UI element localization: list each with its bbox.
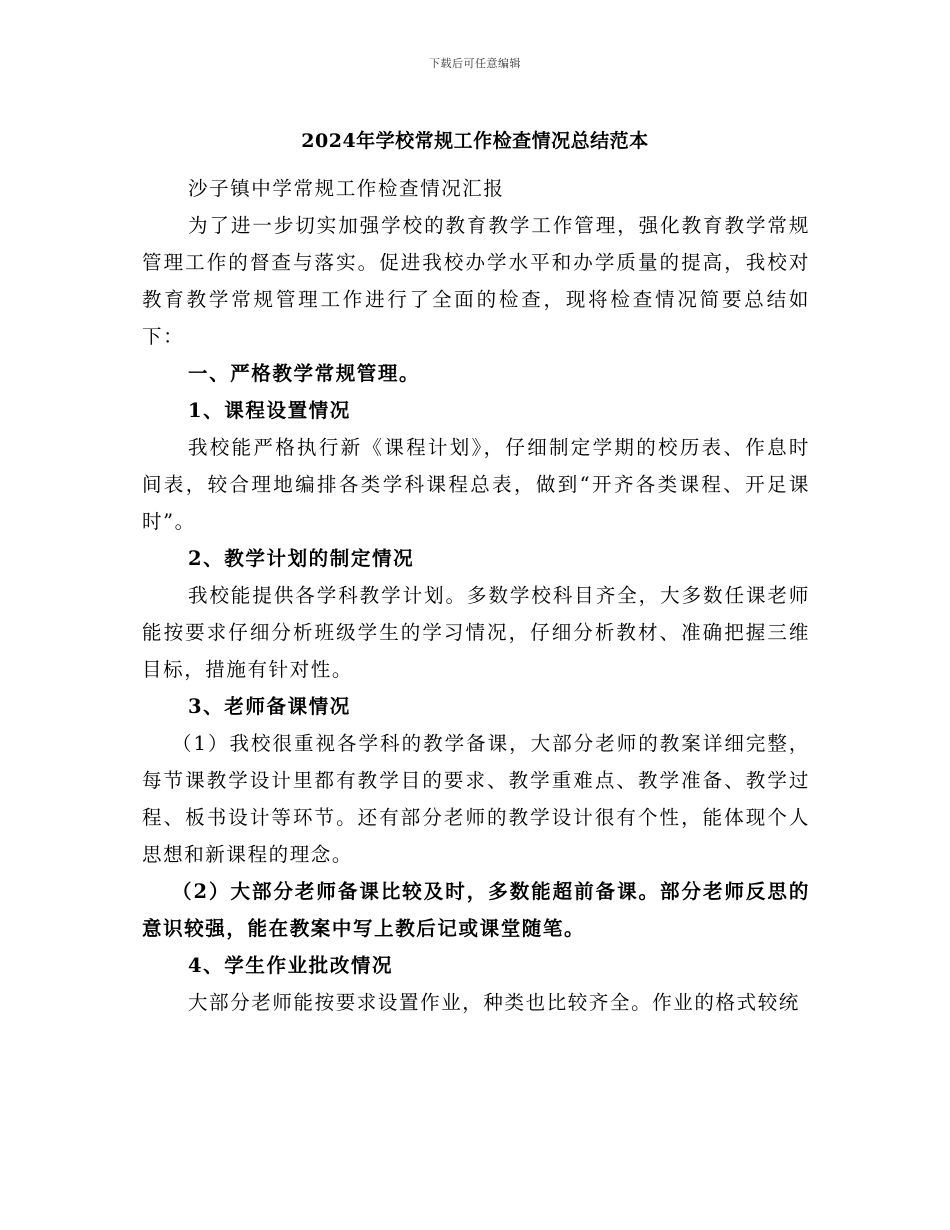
item-heading-lesson-prep: 3、老师备课情况 <box>188 695 351 718</box>
document-body <box>142 170 810 1021</box>
item-heading-homework: 4、学生作业批改情况 <box>188 954 394 977</box>
item-body-lesson-prep-1: （1）我校很重视各学科的教学备课，大部分老师的教案详细完整，每节课教学设计里都有教学目的要求、教学重难点、教学准备、教学过程、板书设计等环节。还有部分老师的教学设计很有个性，能体现个人思想和新课程的理念。 <box>142 732 810 866</box>
intro-paragraph: 为了进一步切实加强学校的教育教学工作管理，强化教育教学常规管理工作的督查与落实。促进我校办学水平和办学质量的提高，我校对教育教学常规管理工作进行了全面的检查，现将检查情况简要总结如下： <box>142 214 810 348</box>
section-heading-1: 一、严格教学常规管理。 <box>188 362 421 385</box>
document-title: 2024年学校常规工作检查情况总结范本 <box>301 130 649 152</box>
item-body-course-setup: 我校能严格执行新《课程计划》，仔细制定学期的校历表、作息时间表，较合理地编排各类学科课程总表，做到“开齐各类课程、开足课时”。 <box>142 436 810 533</box>
document-subtitle: 沙子镇中学常规工作检查情况汇报 <box>188 177 505 200</box>
item-heading-teaching-plan: 2、教学计划的制定情况 <box>188 547 415 570</box>
item-heading-course-setup: 1、课程设置情况 <box>188 399 351 422</box>
item-body-homework: 大部分老师能按要求设置作业，种类也比较齐全。作业的格式较统 <box>188 991 800 1014</box>
item-body-lesson-prep-2: （2）大部分老师备课比较及时，多数能超前备课。部分老师反思的意识较强，能在教案中写上教后记或课堂随笔。 <box>142 880 810 940</box>
page-header-note: 下载后可任意编辑 <box>429 57 521 70</box>
item-body-teaching-plan: 我校能提供各学科教学计划。多数学校科目齐全，大多数任课老师能按要求仔细分析班级学生的学习情况，仔细分析教材、准确把握三维目标，措施有针对性。 <box>142 584 810 681</box>
